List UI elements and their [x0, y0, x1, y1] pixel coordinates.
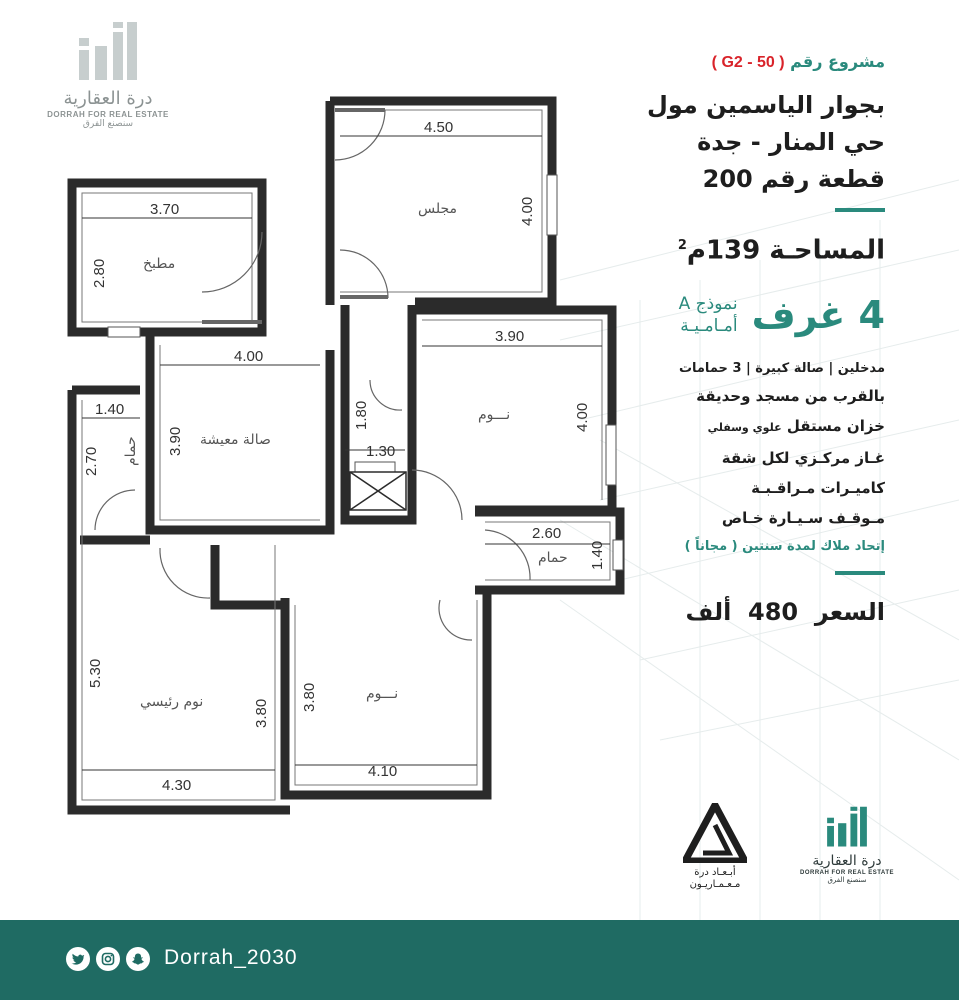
- feature-4: غـاز مركـزي لكل شقة: [721, 448, 885, 467]
- snapchat-icon[interactable]: [126, 947, 150, 971]
- dim-bath-left-w: 1.40: [95, 401, 125, 418]
- dim-bath-right-h: 1.40: [589, 540, 606, 570]
- dim-living-h: 3.90: [167, 426, 184, 456]
- info-panel: [565, 50, 885, 627]
- feature-7: إتحاد ملاك لمدة سنتين ( مجاناً ): [684, 538, 885, 554]
- brand-name-ar-bottom: درة العقارية: [812, 853, 882, 869]
- brand-name-en-bottom: DORRAH FOR REAL ESTATE: [799, 870, 894, 876]
- features-list: [565, 357, 885, 561]
- project-label-line: [565, 50, 885, 75]
- feature-5: كاميـرات مـراقـبـة: [751, 478, 885, 497]
- dim-bedroom-right-w: 3.90: [495, 328, 525, 345]
- room-majlis: مجلس: [418, 201, 458, 217]
- dim-master-h2: 3.80: [253, 698, 270, 728]
- instagram-icon[interactable]: [96, 947, 120, 971]
- room-bath-right: حمام: [538, 550, 568, 566]
- brand-tagline-bottom: سنصنع الفرق: [827, 876, 867, 884]
- area-label: المساحـة 139م: [686, 235, 885, 266]
- dim-bath-left-h: 2.70: [83, 446, 100, 476]
- social-handle[interactable]: Dorrah_2030: [164, 946, 298, 969]
- project-code: ( G2 - 50 ): [711, 54, 785, 71]
- location-line-2: حي المنار - جدة: [697, 128, 885, 156]
- room-master: نوم رئيسي: [140, 694, 204, 710]
- brand-tagline: سنصنع الفرق: [82, 119, 134, 129]
- area-line: [565, 230, 885, 267]
- price-unit: ألف: [685, 597, 732, 626]
- room-bedroom-bottom: نـــوم: [366, 686, 399, 702]
- feature-1: مدخلين | صالة كبيرة | 3 حمامات: [678, 360, 885, 376]
- location-line-1: بجوار الياسمين مول: [647, 91, 885, 119]
- twitter-icon[interactable]: [66, 947, 90, 971]
- dim-bath-right-w: 2.60: [532, 525, 562, 542]
- social-icons: [66, 947, 150, 971]
- footer-bar: [0, 920, 959, 1000]
- dim-majlis-w: 4.50: [424, 119, 454, 136]
- area-unit-sup: 2: [677, 238, 687, 253]
- architect-logo: [680, 803, 750, 891]
- location-line-3: قطعة رقم 200: [702, 165, 885, 193]
- price-label: السعر: [814, 597, 885, 626]
- feature-6: مـوقـف سـيـارة خـاص: [721, 508, 885, 527]
- model-line-1: نموذج A: [678, 293, 738, 314]
- dim-master-h1: 5.30: [87, 658, 104, 688]
- room-bath-left: حمام: [123, 436, 139, 466]
- room-kitchen: مطبخ: [143, 256, 176, 272]
- feature-3-small: علوي وسفلي: [707, 420, 782, 434]
- dim-majlis-h: 4.00: [519, 196, 536, 226]
- dorrah-logo-icon: [822, 804, 872, 852]
- dim-bath-small-w: 1.30: [366, 443, 396, 460]
- dim-bedroom-right-h: 4.00: [574, 402, 591, 432]
- rooms-count: 4 غرف: [751, 292, 885, 337]
- feature-3-main: خزان مستقل: [786, 416, 885, 435]
- architect-line-2: مـعـمـاريـون: [689, 879, 741, 890]
- model-block: [679, 293, 738, 337]
- project-label: مشروع رقم: [790, 52, 885, 71]
- price-value: 480: [748, 597, 799, 626]
- brand-name-en: DORRAH FOR REAL ESTATE: [47, 110, 169, 119]
- brand-logo-bottom: [792, 804, 902, 884]
- feature-2: بالقرب من مسجد وحديقة: [696, 386, 885, 405]
- feature-3: [565, 411, 885, 443]
- architect-triangle-icon: [683, 803, 747, 863]
- dim-kitchen-h: 2.80: [91, 258, 108, 288]
- dim-bedroom-bottom-w: 4.10: [368, 763, 398, 780]
- brand-name-ar: درة العقارية: [63, 88, 153, 109]
- architect-line-1: أبـعـاد درة: [694, 867, 736, 878]
- model-line-2: أمـامـيـة: [680, 315, 738, 336]
- dim-bath-small-h: 1.80: [353, 400, 370, 430]
- price-line: [565, 597, 885, 627]
- divider-2: [835, 571, 885, 575]
- dim-living-w: 4.00: [234, 348, 264, 365]
- dim-master-w: 4.30: [162, 777, 192, 794]
- dim-kitchen-w: 3.70: [150, 201, 180, 218]
- rooms-row: [565, 285, 885, 345]
- dim-bedroom-bottom-h: 3.80: [301, 682, 318, 712]
- room-living: صالة معيشة: [200, 432, 271, 448]
- room-bedroom-right: نـــوم: [478, 407, 511, 423]
- divider: [835, 208, 885, 212]
